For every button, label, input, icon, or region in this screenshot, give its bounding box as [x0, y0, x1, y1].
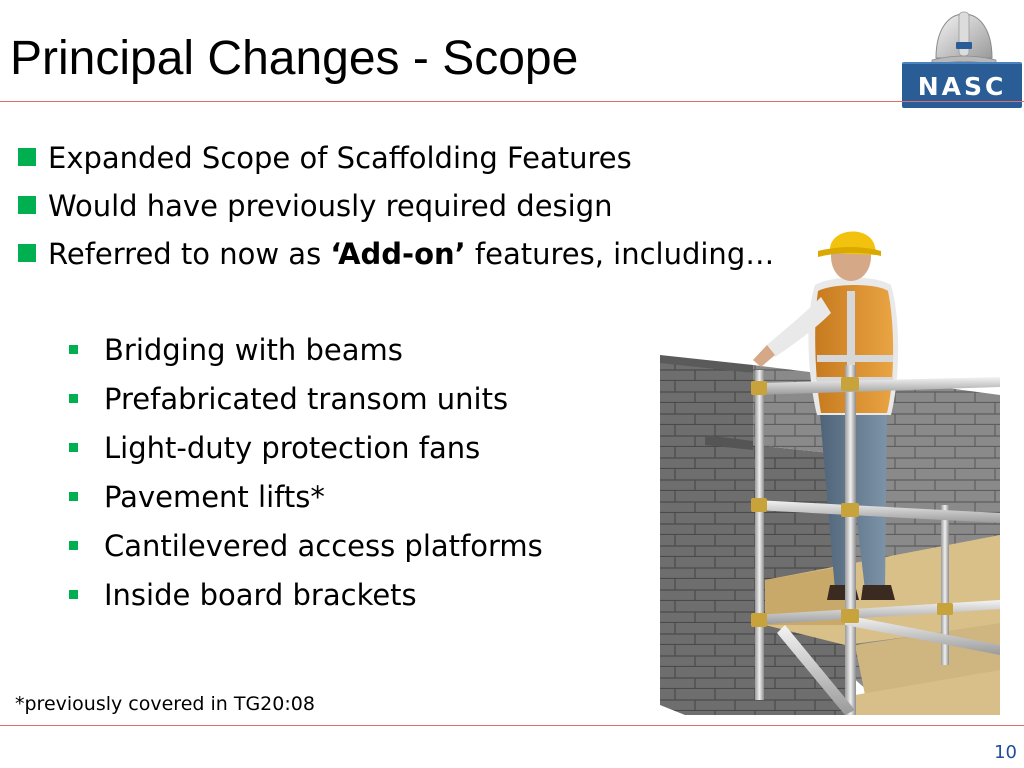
sub-bullet-item [68, 424, 543, 473]
footer-divider [0, 725, 1024, 726]
bullet-text-suffix: features, including… [465, 237, 775, 271]
footnote: *previously covered in TG20:08 [15, 693, 315, 715]
small-square-bullet-icon [69, 443, 78, 452]
sub-bullet-item [68, 571, 543, 620]
sub-bullet-item [68, 473, 543, 522]
sub-bullet-item [68, 522, 543, 571]
small-square-bullet-icon [69, 394, 78, 403]
bullet-text: Expanded Scope of Scaffolding Features [48, 141, 632, 175]
square-bullet-icon [18, 148, 36, 166]
small-square-bullet-icon [69, 590, 78, 599]
bullet-text-bold: ‘Add-on’ [330, 237, 466, 271]
bullet-text: Would have previously required design [48, 189, 613, 223]
nasc-logo [902, 8, 1022, 100]
hard-hat-icon [930, 8, 998, 68]
small-square-bullet-icon [69, 492, 78, 501]
sub-bullet-text: Pavement lifts* [104, 480, 325, 514]
page-number: 10 [994, 742, 1017, 763]
sub-bullet-text: Light-duty protection fans [104, 431, 481, 465]
small-square-bullet-icon [69, 345, 78, 354]
scaffold-worker-illustration [655, 205, 1000, 715]
title-divider [0, 101, 1024, 102]
bullet-item [18, 134, 774, 182]
sub-bullet-text: Inside board brackets [104, 578, 417, 612]
page-title: Principal Changes - Scope [10, 32, 579, 85]
sub-bullet-item [68, 326, 543, 375]
sub-bullet-text: Cantilevered access platforms [104, 529, 543, 563]
sub-bullet-item [68, 375, 543, 424]
small-square-bullet-icon [69, 541, 78, 550]
logo-text: NASC [917, 71, 1007, 101]
square-bullet-icon [18, 244, 36, 262]
square-bullet-icon [18, 196, 36, 214]
addon-features-list [68, 326, 543, 620]
sub-bullet-text: Bridging with beams [104, 333, 403, 367]
sub-bullet-text: Prefabricated transom units [104, 382, 509, 416]
bullet-text-prefix: Referred to now as [48, 237, 331, 271]
